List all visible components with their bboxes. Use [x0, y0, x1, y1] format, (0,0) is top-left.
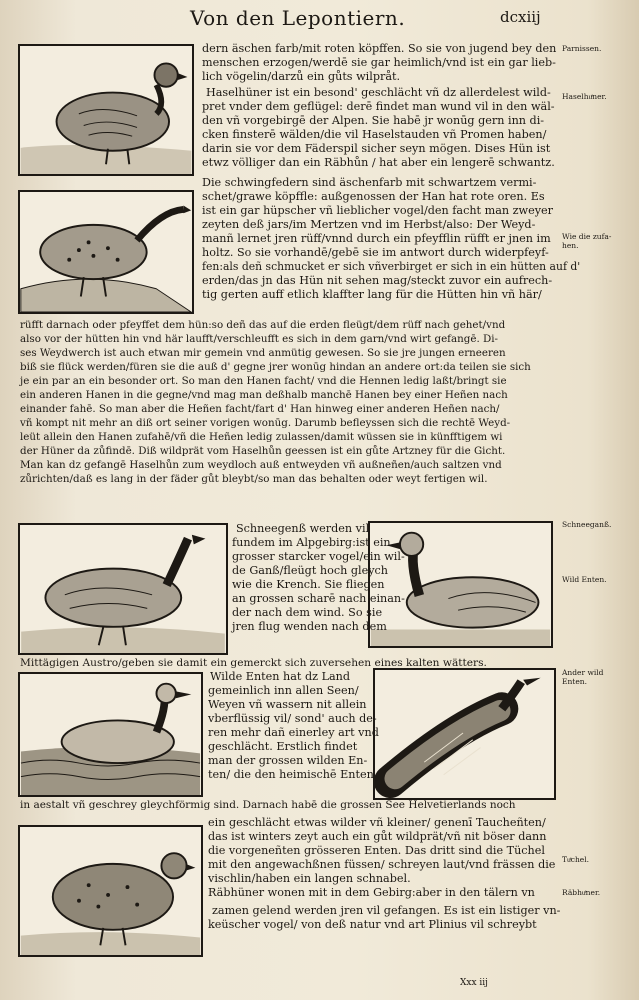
- text-line: das ist winters zeyt auch ein gůt wildprät/vñ nit böser dann: [208, 830, 547, 843]
- text-line: etwz völliger dan ein Räbhůn / hat aber ein lengerē schwantz.: [202, 156, 555, 169]
- text-line: rüfft darnach oder pfeyffet dem hün:so deñ das auf die erden fleügt/dem rüff nach gehet/vnd: [20, 319, 506, 331]
- text-line: Wilde Enten hat dz Land: [210, 670, 351, 683]
- text-line: also vor der hütten hin vnd här laufft/verschleufft es sich in dem garn/vnd wirt gefangē. Di-: [20, 333, 499, 345]
- text-line: vischlin/haben ein langen schnabel.: [208, 872, 411, 885]
- text-line: Haselhüner ist ein besond' geschlächt vñ dz allerdelest wild-: [206, 86, 551, 99]
- text-line: gemeinlich inn allen Seen/: [208, 684, 359, 697]
- text-line: an grossen scharē nach einan-: [232, 592, 405, 605]
- text-line: der nach dem wind. So sie: [232, 606, 383, 619]
- text-line: de Ganß/fleügt hoch gleych: [232, 564, 389, 577]
- text-line: zamen gelend werden jren vil gefangen. Es ist ein listiger vn-: [212, 904, 561, 917]
- text-line: fundem im Alpgebirg:ist ein: [232, 536, 391, 549]
- text-line: Die schwingfedern sind äschenfarb mit schwartzem vermi-: [202, 176, 537, 189]
- text-line: Weyen vñ wassern nit allein: [208, 698, 367, 711]
- margin-note-tuchel: Tuͤchel.: [562, 855, 590, 864]
- text-line: in aestalt vñ geschrey gleychförmig sind. Darnach habē die grossen See Helvetierlands noch: [20, 799, 516, 811]
- text-line: dern äschen farb/mit roten köpffen. So sie von jugend bey den: [202, 42, 557, 55]
- text-line: wie die Krench. Sie fliegen: [232, 578, 385, 591]
- text-line: lich vögelin/darzů ein gůts wilpråt.: [202, 70, 401, 83]
- text-line: jren flug wenden nach dem: [232, 620, 387, 633]
- margin-note-wild-enten: Wild Enten.: [562, 575, 607, 584]
- text-line: zeyten deß jars/im Mertzen vnd im Herbst/also: Der Weyd-: [202, 218, 536, 231]
- wild-duck-woodcut: [368, 521, 553, 648]
- margin-note-haselhuner: Haselhuͤner.: [562, 92, 607, 101]
- text-line: manñ lernet jren rüff/vnnd durch ein pfeyfflin rüfft er jnen im: [202, 232, 551, 245]
- text-line: fen:als deñ schmucket er sich vñverbirget er sich in ein hütten auf d': [202, 260, 581, 273]
- text-line: grosser starcker vogel/ein wil-: [232, 550, 405, 563]
- signature-mark: Xxx iij: [460, 978, 488, 988]
- margin-note-rabhuner: Räbhuͤner.: [562, 888, 601, 897]
- text-line: den vñ vorgebirgē der Alpen. Sie habē jr wonūg gern inn di-: [202, 114, 545, 127]
- text-line: ein geschlächt etwas wilder vñ kleiner/ genenī Taucheñten/: [208, 816, 546, 829]
- grebe-woodcut: [18, 672, 203, 797]
- text-line: ein anderen Hanen in die gegne/vnd mag man deßhalb manchē Hanen bey einer Heñen nach: [20, 389, 508, 401]
- text-line: mit den angewachßnen füssen/ schreyen laut/vnd frässen die: [208, 858, 556, 871]
- text-line: ses Weydwerch ist auch etwan mir gemein vnd anmütig gewesen. So sie jre jungen erneeren: [20, 347, 506, 359]
- text-line: keüscher vogel/ von deß natur vnd art Plinius vil schreybt: [208, 918, 537, 931]
- page-title: Von den Lepontiern.: [190, 6, 406, 30]
- text-line: geschlächt. Erstlich findet: [208, 740, 358, 753]
- text-line: vñ kompt nit mehr an diß ort seiner vorigen wonūg. Darumb befleyssen sich die rechtē Weyd-: [20, 417, 511, 429]
- text-line: vberflüssig vil/ sond' auch de-: [208, 712, 377, 725]
- text-line: je ein par an ein besonder ort. So man den Hanen facht/ vnd die Hennen ledig laßt/bringt sie: [20, 375, 507, 387]
- margin-note-schneegans: Schneeganß.: [562, 520, 612, 529]
- text-line: Man kan dz gefangē Haselhůn zum weydloch auß entweyden vñ außneñen/auch saltzen vnd: [20, 459, 502, 471]
- text-line: schet/grawe köpffle: außgenossen der Han hat rote oren. Es: [202, 190, 545, 203]
- text-line: biß sie flück werden/füren sie die auß d' gegne jrer wonūg hindan an andere ort:da teilen sie sich: [20, 361, 531, 373]
- text-line: die vorgeneñten grösseren Enten. Das dritt sind die Tüchel: [208, 844, 545, 857]
- text-line: pret vnder dem geflügel: derē findet man wund vil in den wäl-: [202, 100, 555, 113]
- text-line: menschen erzogen/werdē sie gar heimlich/vnd ist ein gar lieb-: [202, 56, 556, 69]
- folio-number: dcxiij: [500, 8, 541, 26]
- text-line: man der grossen wilden En-: [208, 754, 368, 767]
- text-line: cken finsterē wälden/die vil Haselstauden vñ Promen haben/: [202, 128, 547, 141]
- text-line: Räbhüner wonen mit in dem Gebirg:aber in den tälern vn: [208, 886, 535, 899]
- margin-note-ander-wild-enten: Ander wild Enten.: [562, 668, 604, 686]
- text-line: ren mehr dañ einerley art vnd: [208, 726, 379, 739]
- text-line: ten/ die den heimischē Enten: [208, 768, 374, 781]
- text-line: tig gerten auff etlich klaffter lang für die Hütten hin vñ här/: [202, 288, 542, 301]
- text-line: zůrichten/daß es lang in der fäder gůt bleybt/so man das behalten oder weyt fertigen wil.: [20, 473, 488, 485]
- text-line: erden/das jn das Hün nit sehen mag/steckt zuvor ein aufrech-: [202, 274, 553, 287]
- text-line: Schneegenß werden vil: [236, 522, 370, 535]
- text-line: holtz. So sie vorhandē/gebē sie im antwort durch widerpfeyf-: [202, 246, 549, 259]
- margin-note-parnissen: Parnissen.: [562, 44, 602, 53]
- partridge-woodcut: [18, 44, 194, 176]
- text-line: ist ein gar hüpscher vñ lieblicher vogel/den facht man zweyer: [202, 204, 554, 217]
- margin-note-wie-die-zufahen: Wie die zufa- hen.: [562, 232, 612, 250]
- diving-duck-woodcut: [373, 668, 556, 800]
- text-line: Mittägigen Austro/geben sie damit ein gemerckt sich zuversehen eines kalten wätters.: [20, 657, 487, 669]
- text-line: leüt allein den Hanen zufahē/vñ die Heñen ledig zulassen/damit wüssen sie in künfftigem wi: [20, 431, 503, 443]
- text-line: der Hüner da zůfindē. Diß wildprät vom Haselhůn geessen ist ein gůte Artzney für die Gicht.: [20, 445, 506, 457]
- rock-partridge-woodcut: [18, 825, 203, 957]
- text-line: darin sie vor dem Fäderspil sicher seyn mögen. Dises Hün ist: [202, 142, 551, 155]
- hazel-grouse-woodcut: [18, 190, 194, 314]
- text-line: einander fahē. So man aber die Heñen facht/fart d' Han hinweg einer anderen Heñen nach/: [20, 403, 500, 415]
- snow-goose-woodcut: [18, 523, 228, 655]
